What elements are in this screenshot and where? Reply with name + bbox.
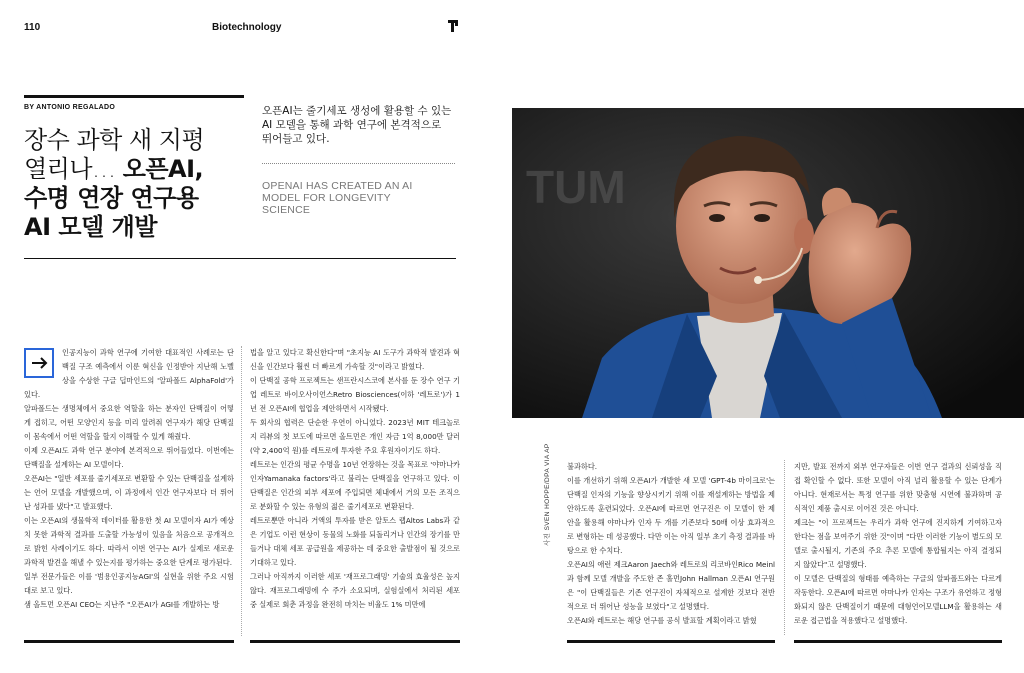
headline-line-2-bold: 오픈AI, xyxy=(122,155,204,183)
body-column-1 xyxy=(24,346,234,612)
headline-line-2 xyxy=(24,155,254,184)
byline: BY ANTONIO REGALADO xyxy=(24,104,116,111)
body-paragraph: 제크는 "이 프로젝트는 우리가 과학 연구에 진지하게 기여하고자 한다는 점을 보여주기 위한 것"이며 "다만 이러한 기능이 별도의 모델로 출시될지, 기존의 주요 추론 모델에 통합될지는 아직 결정되지 않았다"고 설명했다. xyxy=(794,518,1002,569)
title-bottom-rule xyxy=(24,258,456,259)
drop-arrow-icon xyxy=(24,348,54,378)
column-divider xyxy=(784,460,785,635)
body-paragraph: 일부 전문가들은 이를 '범용인공지능AGI'의 실현을 위한 주요 시험대로 보고 있다. xyxy=(24,572,234,595)
body-column-2 xyxy=(250,346,460,612)
headline-line-2-light: 열리나… xyxy=(24,155,123,183)
body-paragraph: 인공지능이 과학 연구에 기여한 대표적인 사례로는 단백질 구조 예측에서 이룬 혁신을 인정받아 지난해 노벨상을 수상한 구글 딥마인드의 '알파폴드 AlphaFold'가 있다. xyxy=(24,348,234,399)
page-number: 110 xyxy=(24,22,41,33)
body-paragraph: 샘 올트먼 오픈AI CEO는 지난주 "오픈AI가 AGI를 개발하는 방 xyxy=(24,600,220,609)
deck-divider xyxy=(262,163,455,164)
top-rule xyxy=(24,95,244,98)
column-end-rule xyxy=(567,640,775,643)
column-end-rule xyxy=(794,640,1002,643)
body-paragraph: 이 단백질 공학 프로젝트는 샌프란시스코에 본사를 둔 장수 연구 기업 레트로 바이오사이언스Retro Biosciences(이하 '레트로')가 1년 전 오픈AI에 협업을 제안하면서 시작됐다. xyxy=(250,376,460,413)
headline xyxy=(24,126,254,242)
body-paragraph: 오픈AI의 애런 제크Aaron Jaech와 레트로의 리코바인Rico Meinl과 함께 모델 개발을 주도한 존 홀먼John Hallman 오픈AI 연구원은 "이 단백질들은 기존 연구진이 자체적으로 설계한 것보다 전반적으로 더 뛰어난 성능을 보였다"고 설명했다. xyxy=(567,560,775,611)
headline-line-4: AI 모델 개발 xyxy=(24,213,157,241)
tr-logo-icon xyxy=(448,20,458,32)
body-paragraph: 불과하다. xyxy=(567,462,598,471)
body-paragraph: 그러나 아직까지 이러한 세포 '재프로그래밍' 기술의 효율성은 높지 않다. 재프로그래밍에 수 주가 소요되며, 실험실에서 처리된 세포 중 실제로 회춘 과정을 완전히 마치는 비율도 1% 미만에 xyxy=(250,572,460,609)
portrait-photo xyxy=(512,108,1024,418)
body-paragraph: 두 회사의 협력은 단순한 우연이 아니었다. 2023년 MIT 테크놀로지 리뷰의 첫 보도에 따르면 올트먼은 개인 자금 1억 8,000만 달러(약 2,400억 원)를 레트로에 투자한 주요 후원자이기도 하다. xyxy=(250,418,460,455)
body-column-4 xyxy=(794,460,1002,628)
headline-line-1: 장수 과학 새 지평 xyxy=(24,126,205,154)
body-paragraph: 지만, 발표 전까지 외부 연구자들은 이번 연구 결과의 신뢰성을 직접 확인할 수 없다. 또한 모델이 아직 널리 활용할 수 있는 단계가 아니다. 현재로서는 특정 연구를 위한 맞춤형 시연에 불과하며 공식적인 제품 출시로 이어진 것은 아니다. xyxy=(794,462,1002,513)
body-paragraph: 레트로는 인간의 평균 수명을 10년 연장하는 것을 목표로 '야마나카 인자Yamanaka factors'라고 불리는 단백질을 연구하고 있다. 이 단백질은 인간의 피부 세포에 주입되면 체내에서 거의 모든 조직으로 분화할 수 있는 유형의 젊은 줄기세포로 변환된다. xyxy=(250,460,460,511)
body-paragraph: 이는 오픈AI의 생물학적 데이터를 활용한 첫 AI 모델이자 AI가 예상치 못한 과학적 결과를 도출할 가능성이 있음을 처음으로 공개적으로 밝힌 사례이기도 하다. 따라서 이번 연구는 AI가 실제로 새로운 과학적 발견을 해낼 수 있는지를 평가하는 중요한 단계로 평가된다. xyxy=(24,516,234,567)
photo-credit: 사진 SVEN HOPPE/DPA VIA AP xyxy=(544,443,551,546)
body-paragraph: 이제 오픈AI도 과학 연구 분야에 본격적으로 뛰어들었다. 이번에는 단백질을 설계하는 AI 모델이다. xyxy=(24,446,234,469)
column-end-rule xyxy=(24,640,234,643)
body-column-3 xyxy=(567,460,775,628)
body-paragraph: 알파폴드는 생명체에서 중요한 역할을 하는 분자인 단백질이 어떻게 접히고, 어떤 모양인지 등을 미리 알려줘 연구자가 해당 단백질이 몸속에서 어떤 역할을 할지 이해할 수 있게 해줬다. xyxy=(24,404,234,441)
column-end-rule xyxy=(250,640,460,643)
body-paragraph: 이를 개선하기 위해 오픈AI가 개발한 새 모델 'GPT-4b 마이크로'는 단백질 인자의 기능을 향상시키기 위해 이를 재설계하는 방법을 제안하도록 훈련되었다. 오픈AI에 따르면 연구진은 이 모델이 한 제안을 활용해 야마나카 인자 두 개를 기존보다 50배 이상 효과적으로 변형하는 데 성공했다. 다만 이는 아직 일부 초기 측정 결과를 바탕으로 한 수치다. xyxy=(567,476,775,555)
portrait-illustration xyxy=(512,108,1024,418)
headline-line-3: 수명 연장 연구용 xyxy=(24,184,199,212)
svg-text:TUM: TUM xyxy=(526,161,626,213)
deck-english: OPENAI HAS CREATED AN AI MODEL FOR LONGEVITY SCIENCE xyxy=(262,180,413,216)
body-paragraph: 레트로뿐만 아니라 거액의 투자를 받은 알토스 랩Altos Labs과 같은 기업도 이런 현상이 동물의 노화를 되돌리거나 인간의 장기를 만들거나 대체 세포 공급원을 제공하는 데 중요한 출발점이 될 것으로 기대하고 있다. xyxy=(250,516,460,567)
section-label: Biotechnology xyxy=(212,22,282,33)
deck-korean: 오픈AI는 줄기세포 생성에 활용할 수 있는 AI 모델을 통해 과학 연구에 본격적으로 뛰어들고 있다. xyxy=(262,105,452,145)
body-paragraph: 법을 알고 있다고 확신한다"며 "초지능 AI 도구가 과학적 발견과 혁신을 인간보다 훨씬 더 빠르게 가속할 것"이라고 밝혔다. xyxy=(250,348,460,371)
body-paragraph: 오픈AI와 레트로는 해당 연구를 공식 발표할 계획이라고 밝혔 xyxy=(567,616,757,625)
column-divider xyxy=(241,346,242,636)
body-paragraph: 이 모델은 단백질의 형태를 예측하는 구글의 알파폴드와는 다르게 작동한다. 오픈AI에 따르면 야마나카 인자는 구조가 유연하고 정형화되지 않은 단백질이기 때문에 대형언어모델LLM을 활용하는 새로운 접근법을 적용했다고 설명했다. xyxy=(794,574,1002,625)
body-paragraph: 오픈AI는 "일반 세포를 줄기세포로 변환할 수 있는 단백질을 설계하는 언어 모델을 개발했으며, 이 과정에서 인간 연구자보다 더 뛰어난 성과를 냈다"고 발표했다. xyxy=(24,474,234,511)
